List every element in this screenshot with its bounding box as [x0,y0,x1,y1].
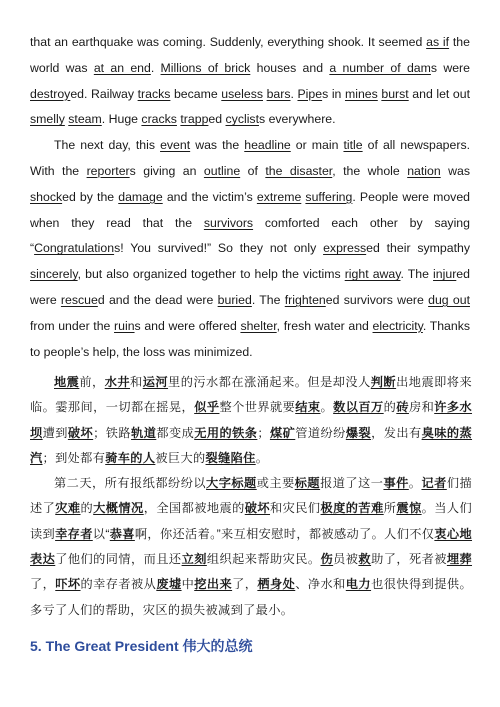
text-run: 了， [30,577,56,592]
text-run: 也很快得到提供。多亏了人们的帮助，灾区的损失被减到了最小。 [30,577,473,617]
text-run: 房和 [408,400,435,415]
vocab-term: 幸存者 [55,526,93,541]
text-run: 被巨大的 [155,450,206,465]
text-run: ed their sympathy [366,241,470,256]
vocab-term: 结束 [295,400,321,415]
vocab-term: shock [30,189,63,204]
text-run: . People were moved when they read that the [30,189,470,230]
vocab-term: frighten [284,292,326,307]
vocab-term: 破坏 [67,425,94,440]
vocab-term: electricity [372,318,423,333]
text-run: 。当人们读到 [30,501,473,541]
text-run: 们描述了 [30,476,473,516]
text-run: of all newspapers. With the [30,138,471,178]
vocab-term: 挖出来 [194,577,233,592]
vocab-term: 轨道 [131,425,157,440]
vocab-term: damage [118,189,163,204]
vocab-term: 爆裂 [345,425,372,440]
vocab-term: cyclist [225,112,259,127]
vocab-term: burst [381,86,409,101]
vocab-term: headline [244,138,291,153]
section-heading: 5. The Great President 伟大的总统 [30,638,253,654]
vocab-term: reporter [86,163,130,178]
text-run: 整个世界就要 [219,400,296,415]
text-run: . [290,86,298,101]
vocab-term: shelter [240,318,277,333]
text-run: . Huge [101,112,142,127]
vocab-term: rescue [60,292,98,307]
vocab-term: Millions of brick [160,60,251,75]
text-run: 。 [255,450,269,465]
text-run: 啊，你还活着。”来互相安慰时，都被感动了。人们不仅 [134,526,435,541]
vocab-term: 事件 [383,476,409,491]
text-run: s were [430,60,470,75]
text-run: 出地震即将来临。霎那间，一切都在摇晃， [30,375,472,415]
text-run: 遭到 [42,425,68,440]
vocab-term: 地震 [54,375,80,389]
text-run: , but also organized together to help the victims [77,267,345,282]
vocab-term: buried [217,292,252,307]
text-run: of [240,163,266,178]
vocab-term: 煤矿 [269,425,296,440]
text-run: . [150,60,161,75]
text-run: was [440,163,471,178]
vocab-term: title [343,138,363,153]
vocab-term: at an end [93,60,151,75]
text-run: , the whole [332,163,408,178]
text-run: ，全国都被地震的 [143,501,245,516]
vocab-term: 数以百万 [333,400,384,415]
vocab-term: cracks [141,112,177,127]
vocab-term: 水井 [104,375,131,389]
chinese-paragraph-2 [30,471,472,623]
text-run: s! You survived!” So they not only [114,241,324,256]
vocab-term: 吓坏 [55,577,81,592]
text-run: 的 [80,501,94,516]
vocab-term: 标题 [294,476,321,491]
vocab-term: 臭味的蒸汽 [30,425,473,465]
text-run: 里的污水都在涨涌起来。但是却没人 [168,375,371,389]
text-run: houses and [250,60,330,75]
text-run: s everywhere. [259,112,336,127]
text-run: ；铁路 [93,425,132,440]
text-run: 助了，死者被 [371,552,447,567]
text-run: 和灾民们 [270,501,321,516]
text-run: was the [190,138,245,153]
text-run: ed were [30,267,470,307]
text-run: d and the dead were [97,292,218,307]
vocab-term: 大概情况 [93,501,144,516]
vocab-term: 废墟 [156,577,182,592]
vocab-term: 震惊 [396,501,422,516]
text-run: 、净水和 [295,577,346,592]
text-run: s giving an [129,163,204,178]
text-run: 报道了这一 [320,476,384,491]
text-run: 以“ [92,526,110,541]
vocab-term: as if [426,35,450,49]
vocab-term: 立刻 [181,552,207,567]
text-run: 了， [232,577,258,592]
vocab-term: destroy [30,86,71,101]
vocab-term: 似乎 [194,400,220,415]
chinese-paragraph-1 [30,370,472,471]
text-run: ed survivors were [325,292,429,307]
vocab-term: trapp [180,112,209,127]
english-paragraph-2 [30,133,470,365]
text-run: 所 [383,501,397,516]
text-run: . The [251,292,285,307]
vocab-term: the disaster [265,163,333,178]
chinese-translation [30,370,472,623]
text-run: and let out [408,86,470,101]
text-run: ed [208,112,226,127]
text-run: 都变成 [156,425,195,440]
vocab-term: 骑车的人 [105,450,156,465]
vocab-term: 栖身处 [257,577,296,592]
text-run: s and were offered [134,318,241,333]
text-run: s in [322,86,345,101]
text-run: 了他们的同情，而且还 [55,552,182,567]
vocab-term: survivors [203,215,254,230]
vocab-term: right away [344,267,401,282]
text-run: 组织起来帮助灾民。 [206,552,321,567]
text-run: 的 [383,400,397,415]
vocab-term: 裂缝陷住 [205,450,256,465]
vocab-term: 大字标题 [206,476,257,491]
vocab-term: 砖 [396,400,409,415]
text-run: that an earthquake was coming. Suddenly, everything shook. It seemed [30,35,427,49]
text-run: 中 [181,577,195,592]
vocab-term: bars [266,86,291,101]
text-run: became [170,86,222,101]
vocab-term: sincerely [30,267,78,282]
vocab-term: 衷心地表达 [30,526,473,567]
text-run: , fresh water and [276,318,373,333]
text-run: . Thanks to people’s help, the loss was minimized. [30,318,471,359]
vocab-term: event [160,138,191,153]
text-run: 和 [130,375,143,389]
vocab-term: 运河 [142,375,169,389]
vocab-term: 记者 [421,476,447,491]
vocab-term: 许多水坝 [30,400,473,440]
vocab-term: Congratulation [34,241,115,256]
text-run: 的幸存者被从 [80,577,157,592]
text-run: 。 [320,400,334,415]
vocab-term: 恭喜 [109,526,135,541]
vocab-term: extreme [256,189,302,204]
vocab-term: a number of dam [329,60,431,75]
text-run: ed by the [62,189,119,204]
text-run: 。 [408,476,422,491]
vocab-term: tracks [137,86,171,101]
vocab-term: 极度的苦难 [320,501,384,516]
vocab-term: 救 [358,552,372,567]
text-run: the world was [30,35,470,75]
text-run: ；到处都有 [42,450,106,465]
vocab-term: dug out [428,292,470,307]
text-run: 或主要 [256,476,295,491]
text-run: ； [257,425,270,440]
vocab-term: 灾难 [55,501,81,516]
vocab-term: 无用的铁条 [194,425,258,440]
text-run: 员被 [333,552,359,567]
vocab-term: 判断 [370,375,397,389]
vocab-term: nation [407,163,441,178]
english-passage [30,30,470,365]
english-paragraph-1 [30,30,470,133]
text-run: 前， [79,375,105,389]
vocab-term: express [323,241,367,256]
vocab-term: useless [221,86,263,101]
vocab-term: outline [203,163,241,178]
vocab-term: steam [68,112,102,127]
vocab-term: suffering [305,189,353,204]
vocab-term: injur [433,267,457,282]
text-run: 管道纷纷 [295,425,346,440]
vocab-term: 破坏 [244,501,271,516]
vocab-term: smelly [30,112,65,127]
vocab-term: 埋葬 [446,552,473,567]
text-run: and the victim’s [162,189,257,204]
vocab-term: 伤 [320,552,334,567]
vocab-term: ruin [114,318,135,333]
text-run: ed. Railway [70,86,138,101]
text-run: 第二天，所有报纸都纷纷以 [54,476,207,491]
vocab-term: Pipe [297,86,323,101]
text-run: comforted each other by saying “ [30,215,470,256]
vocab-term: 电力 [345,577,372,592]
vocab-term: mines [344,86,378,101]
text-run: from under the [30,318,115,333]
text-run: or main [290,138,344,153]
text-run: The next day, this [54,138,161,153]
text-run: ，发出有 [371,425,422,440]
text-run: . The [400,267,434,282]
